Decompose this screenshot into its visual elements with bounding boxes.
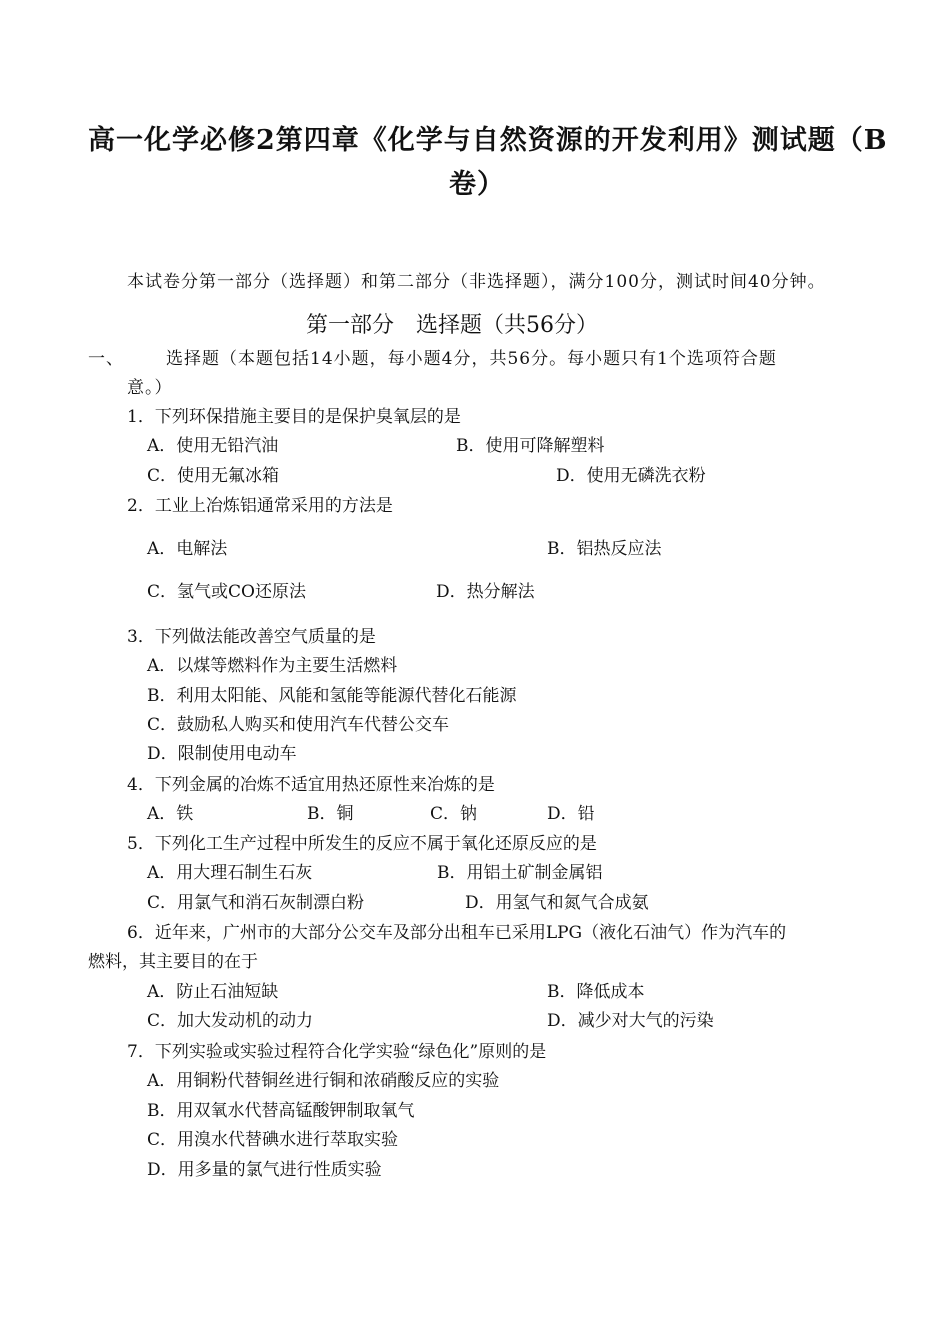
- document-title-line1: 高一化学必修2第四章《化学与自然资源的开发利用》测试题（B: [88, 125, 888, 156]
- question-5-option-b: B．用铝土矿制金属铝: [437, 863, 603, 883]
- question-2-stem: 2．工业上冶炼铝通常采用的方法是: [127, 496, 393, 516]
- question-1-option-a: A．使用无铅汽油: [147, 436, 279, 456]
- question-7-option-c: C．用溴水代替碘水进行萃取实验: [147, 1130, 399, 1150]
- section-instructions-cont: 意。）: [127, 378, 173, 398]
- question-2-option-c: C．氢气或CO还原法: [147, 582, 306, 602]
- question-1-stem: 1．下列环保措施主要目的是保护臭氧层的是: [127, 407, 461, 427]
- question-4-stem: 4．下列金属的冶炼不适宜用热还原性来冶炼的是: [127, 775, 495, 795]
- question-4-option-b: B．铜: [307, 804, 354, 824]
- document-title-line2: 卷）: [449, 169, 505, 200]
- section-instructions: 选择题（本题包括14小题，每小题4分，共56分。每小题只有1个选项符合题: [166, 349, 777, 369]
- question-4-option-a: A．铁: [147, 804, 194, 824]
- question-4-option-c: C．钠: [430, 804, 478, 824]
- exam-intro: 本试卷分第一部分（选择题）和第二部分（非选择题），满分100分，测试时间40分钟。: [127, 272, 826, 292]
- question-1-option-b: B．使用可降解塑料: [456, 436, 605, 456]
- question-4-option-d: D．铅: [547, 804, 595, 824]
- question-1-option-c: C．使用无氟冰箱: [147, 466, 280, 486]
- question-5-option-a: A．用大理石制生石灰: [147, 863, 313, 883]
- question-6-option-a: A．防止石油短缺: [147, 982, 279, 1002]
- question-3-option-d: D．限制使用电动车: [147, 744, 297, 764]
- question-6-option-c: C．加大发动机的动力: [147, 1011, 314, 1031]
- question-2-option-a: A．电解法: [147, 539, 228, 559]
- question-7-option-b: B．用双氧水代替高锰酸钾制取氧气: [147, 1101, 415, 1121]
- question-1-option-d: D．使用无磷洗衣粉: [556, 466, 706, 486]
- question-2-option-d: D．热分解法: [436, 582, 535, 602]
- question-6-option-d: D．减少对大气的污染: [547, 1011, 714, 1031]
- question-5-option-c: C．用氯气和消石灰制漂白粉: [147, 893, 365, 913]
- question-3-option-a: A．以煤等燃料作为主要生活燃料: [147, 656, 398, 676]
- question-7-option-d: D．用多量的氯气进行性质实验: [147, 1160, 382, 1180]
- part1-heading: 第一部分 选择题（共56分）: [306, 313, 598, 338]
- question-7-option-a: A．用铜粉代替铜丝进行铜和浓硝酸反应的实验: [147, 1071, 500, 1091]
- question-3-option-c: C．鼓励私人购买和使用汽车代替公交车: [147, 715, 450, 735]
- question-6-option-b: B．降低成本: [547, 982, 645, 1002]
- question-2-option-b: B．铝热反应法: [547, 539, 662, 559]
- question-5-stem: 5．下列化工生产过程中所发生的反应不属于氧化还原反应的是: [127, 834, 597, 854]
- question-3-stem: 3．下列做法能改善空气质量的是: [127, 627, 376, 647]
- section-number: 一、: [88, 349, 124, 369]
- question-6-stem-cont: 燃料，其主要目的在于: [88, 952, 258, 972]
- question-7-stem: 7．下列实验或实验过程符合化学实验“绿色化”原则的是: [127, 1042, 547, 1062]
- question-3-option-b: B．利用太阳能、风能和氢能等能源代替化石能源: [147, 686, 517, 706]
- question-5-option-d: D．用氢气和氮气合成氨: [465, 893, 649, 913]
- question-6-stem: 6．近年来，广州市的大部分公交车及部分出租车已采用LPG（液化石油气）作为汽车的: [127, 923, 787, 943]
